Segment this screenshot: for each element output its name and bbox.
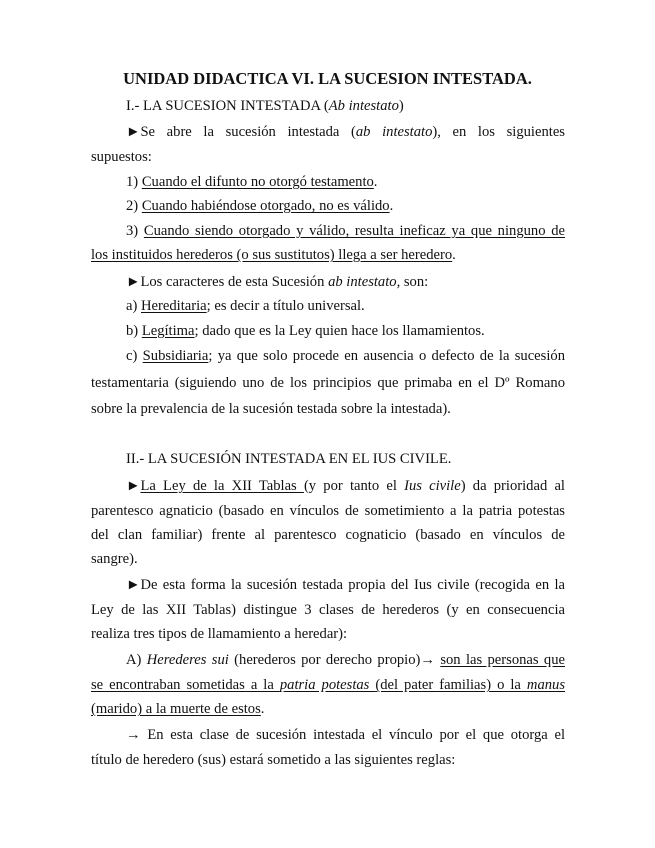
reglas-intro-line-2: título de heredero (sus) estará sometido a las siguientes reglas: xyxy=(91,752,456,768)
caracter-b: b) Legítima; dado que es la Ley quien hace los llamamientos. xyxy=(126,323,485,339)
heredes-sui-line-2: se encontraban sometidas a la patria potestas (del pater familias) o la manus xyxy=(91,677,566,693)
clases-herederos-line-3: realiza tres tipos de llamamiento a heredar): xyxy=(91,626,348,642)
section-2-heading: II.- LA SUCESIÓN INTESTADA EN EL IUS CIVILE. xyxy=(126,451,452,467)
caracteres-intro: ►Los caracteres de esta Sucesión ab intestato, son: xyxy=(126,274,429,290)
clases-herederos-line-1: ►De esta forma la sucesión testada propia del Ius civile (recogida en la xyxy=(126,577,565,593)
caracter-a: a) Hereditaria; es decir a título universal. xyxy=(126,298,365,314)
heredes-sui-line-3: (marido) a la muerte de estos. xyxy=(91,701,265,717)
caracter-c-line-3: sobre la prevalencia de la sucesión testada sobre la intestada). xyxy=(91,401,451,417)
ley-xii-tablas-line-1: ►La Ley de la XII Tablas (y por tanto el Ius civile) da prioridad al xyxy=(126,478,565,494)
reglas-intro-line-1: → En esta clase de sucesión intestada el vínculo por el que otorga el xyxy=(126,727,565,743)
supuesto-item-3-line-2: los instituidos herederos (o sus sustitutos) llega a ser heredero. xyxy=(91,247,456,263)
supuesto-item-3-line-1: 3) Cuando siendo otorgado y válido, resulta ineficaz ya que ninguno de xyxy=(126,223,565,239)
section-1-heading: I.- LA SUCESION INTESTADA (Ab intestato) xyxy=(126,98,404,114)
ley-xii-tablas-line-3: del clan familiar) frente al parentesco cognaticio (basado en vínculos de xyxy=(91,527,565,543)
document-title: UNIDAD DIDACTICA VI. LA SUCESION INTESTADA. xyxy=(123,69,532,88)
clases-herederos-line-2: Ley de las XII Tablas) distingue 3 clases de herederos (y en consecuencia xyxy=(91,602,565,618)
caracter-c-line-1: c) Subsidiaria; ya que solo procede en ausencia o defecto de la sucesión xyxy=(126,348,565,364)
supuesto-item-1: 1) Cuando el difunto no otorgó testamento. xyxy=(126,174,378,190)
caracter-c-line-2: testamentaria (siguiendo uno de los principios que primaba en el Dº Romano xyxy=(91,375,565,391)
paragraph-supuestos-line-1: ►Se abre la sucesión intestada (ab intestato), en los siguientes xyxy=(126,124,565,140)
paragraph-supuestos-line-2: supuestos: xyxy=(91,149,152,165)
ley-xii-tablas-line-4: sangre). xyxy=(91,551,138,567)
ley-xii-tablas-line-2: parentesco agnaticio (basado en vínculos de sometimiento a la patria potestas xyxy=(91,503,565,519)
heredes-sui-line-1: A) Herederes sui (herederos por derecho propio)→ son las personas que xyxy=(126,652,565,668)
supuesto-item-2: 2) Cuando habiéndose otorgado, no es válido. xyxy=(126,198,394,214)
